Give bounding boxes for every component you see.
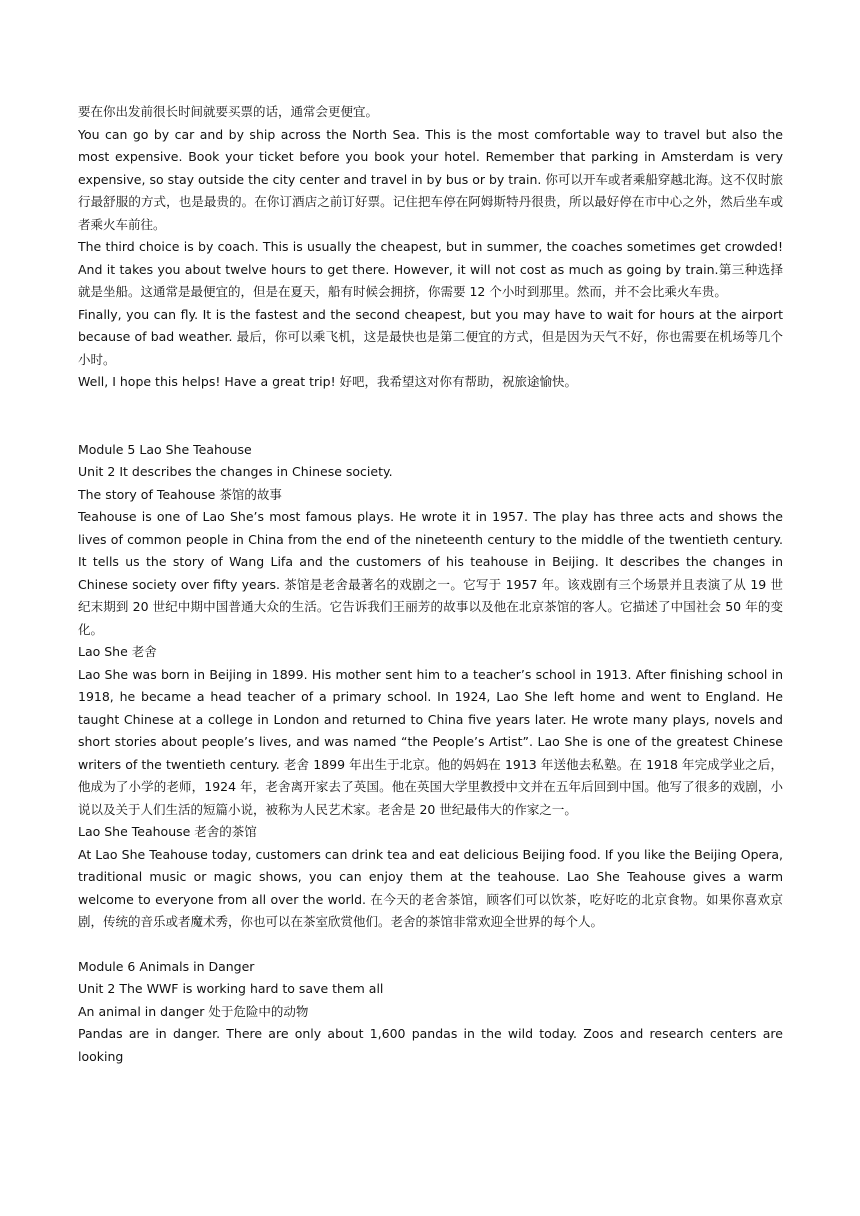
text-line: 要在你出发前很长时间就要买票的话，通常会更便宜。	[78, 104, 379, 119]
paragraph-fly: Finally, you can fly. It is the fastest and the second cheapest, but you may have to wait for hours at the airport because of bad weather. 最后，你可以乘飞机，这是最快也是第二便宜的方式，但是因为天气不好，你也需要在机场等几个小时。	[78, 306, 783, 367]
module-5-unit: Unit 2 It describes the changes in Chinese society.	[78, 464, 393, 479]
document-page	[78, 101, 783, 1068]
heading-lao-she-teahouse: Lao She Teahouse 老舍的茶馆	[78, 824, 257, 839]
heading-animal-in-danger: An animal in danger 处于危险中的动物	[78, 1003, 309, 1019]
paragraph-coach: The third choice is by coach. This is usually the cheapest, but in summer, the coaches sometimes get crowded! And it takes you about twelve hours to get there. However, it will not cost as much as going by train.第三种选择就是坐船。这通常是最便宜的，但是在夏天，船有时候会拥挤，你需要 12 个小时到那里。然而，并不会比乘火车贵。	[78, 239, 783, 299]
heading-story-of-teahouse: The story of Teahouse 茶馆的故事	[78, 486, 282, 502]
heading-lao-she: Lao She 老舍	[78, 644, 157, 659]
module-6-title: Module 6 Animals in Danger	[78, 958, 255, 974]
section-spacer	[78, 394, 783, 439]
section-spacer	[78, 934, 783, 956]
paragraph-lao-she: Lao She was born in Beijing in 1899. His mother sent him to a teacher’s school in 1913. After finishing school in 1918, he became a head teacher of a primary school. In 1924, Lao She left home and went to England. He taught Chinese at a college in London and returned to China five years later. He wrote many plays, novels and short stories about people’s lives, and was named “the People’s Artist”. Lao She is one of the greatest Chinese writers of the twentieth century. 老舍 1899 年出生于北京。他的妈妈在 1913 年送他去私塾。在 1918 年完成学业之后，他成为了小学的老师，1924 年，老舍离开家去了英国。他在英国大学里教授中文并在五年后回到中国。他写了很多的戏剧，小说以及关于人们生活的短篇小说，被称为人民艺术家。老舍是 20 世纪最伟大的作家之一。	[78, 666, 783, 817]
module-6-unit: Unit 2 The WWF is working hard to save them all	[78, 981, 384, 996]
paragraph-teahouse-story: Teahouse is one of Lao She’s most famous plays. He wrote it in 1957. The play has three acts and shows the lives of common people in China from the end of the nineteenth century to the middle of the twentieth century. It tells us the story of Wang Lifa and the customers of his teahouse in Beijing. It describes the changes in Chinese society over fifty years. 茶馆是老舍最著名的戏剧之一。它写于 1957 年。该戏剧有三个场景并且表演了从 19 世纪末期到 20 世纪中期中国普通大众的生活。它告诉我们王丽芳的故事以及他在北京茶馆的客人。它描述了中国社会 50 年的变化。	[78, 509, 783, 637]
paragraph-pandas: Pandas are in danger. There are only about 1,600 pandas in the wild today. Zoos and research centers are looking	[78, 1026, 783, 1064]
paragraph-lao-she-teahouse: At Lao She Teahouse today, customers can drink tea and eat delicious Beijing food. If you like the Beijing Opera, traditional music or magic shows, you can enjoy them at the teahouse. Lao She Teahouse gives a warm welcome to everyone from all over the world. 在今天的老舍茶馆，顾客们可以饮茶，吃好吃的北京食物。如果你喜欢京剧，传统的音乐或者魔术秀，你也可以在茶室欣赏他们。老舍的茶馆非常欢迎全世界的每个人。	[78, 846, 783, 929]
module-5-title: Module 5 Lao She Teahouse	[78, 441, 252, 457]
paragraph-closing: Well, I hope this helps! Have a great trip! 好吧，我希望这对你有帮助，祝旅途愉快。	[78, 374, 578, 389]
paragraph-car-ship: You can go by car and by ship across the North Sea. This is the most comfortable way to travel but also the most expensive. Book your ticket before you book your hotel. Remember that parking in Amsterdam is very expensive, so stay outside the city center and travel in by bus or by train. 你可以开车或者乘船穿越北海。这不仅时旅行最舒服的方式，也是最贵的。在你订酒店之前订好票。记住把车停在阿姆斯特丹很贵，所以最好停在市中心之外，然后坐车或者乘火车前往。	[78, 126, 783, 232]
